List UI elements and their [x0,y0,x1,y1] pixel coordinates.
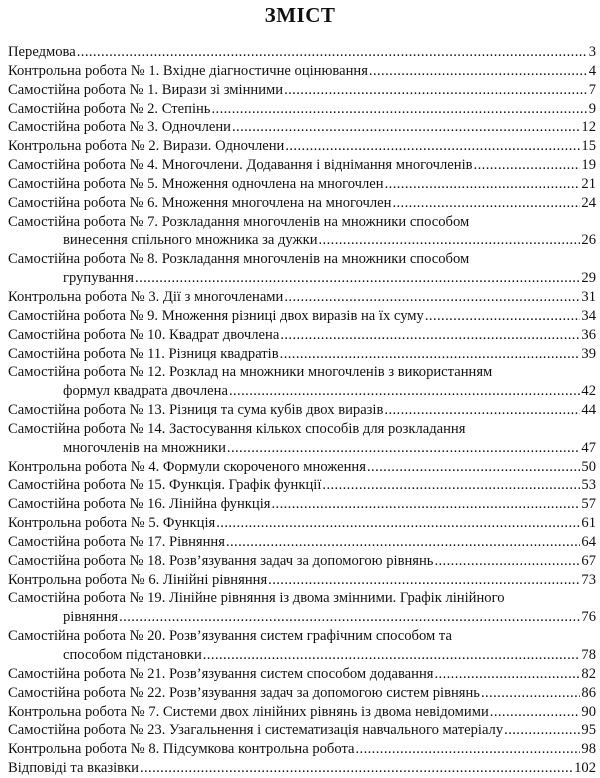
toc-entry [8,81,596,100]
toc-entry-line [8,43,596,62]
toc-entry-continuation [8,646,596,665]
toc-dot-leader [322,476,580,495]
toc-page-number: 50 [581,458,596,475]
toc-entry-title: Самостійна робота № 12. Розклад на множники многочленів з використанням [8,364,493,381]
toc-entry [8,458,596,477]
toc-entry-title: Контрольна робота № 6. Лінійні рівняння [8,571,268,588]
toc-entry [8,118,596,137]
toc-page-number: 3 [588,44,596,60]
toc-page-number: 78 [581,647,596,663]
toc-entry-title: Самостійна робота № 2. Степінь [8,100,211,117]
toc-page-number: 15 [581,138,596,155]
toc-entry [8,401,596,420]
toc-entry-title: Самостійна робота № 18. Розв’язування задач за допомогою рівнянь [8,552,434,569]
toc-page-number: 9 [588,100,596,117]
toc-entry-line [8,156,596,175]
toc-dot-leader [227,439,581,458]
toc-entry-line [8,213,596,232]
toc-dot-leader [77,43,588,62]
toc-dot-leader [226,533,580,552]
toc-dot-leader [280,326,580,345]
toc-entry-line [8,62,596,81]
toc-entry-continuation [8,269,596,288]
toc-page-number: 64 [581,533,596,550]
toc-page-number: 76 [581,609,596,626]
toc-entry-line [8,533,596,552]
toc-entry-title: Самостійна робота № 13. Різниця та сума кубів двох виразів [8,402,384,419]
toc-entry-title: Самостійна робота № 16. Лінійна функція [8,496,271,513]
toc-entry-line [8,250,596,269]
toc-entry [8,514,596,533]
toc-dot-leader [284,288,580,307]
toc-entry-line [8,345,596,364]
toc-entry-line [8,363,596,382]
toc-entry-line [8,401,596,420]
toc-entry-title: Самостійна робота № 22. Розв’язування задач за допомогою систем рівнянь [8,684,480,701]
toc-entry-title: Контрольна робота № 8. Підсумкова контрольна робота [8,741,355,758]
toc-page-number: 12 [581,119,596,136]
toc-entry-title: Самостійна робота № 9. Множення різниці двох виразів на їх суму [8,307,424,324]
toc-page-number: 102 [574,760,596,777]
toc-entry-title: Контрольна робота № 5. Функція [8,515,216,532]
toc-dot-leader [135,269,580,288]
toc-page-number: 34 [581,307,596,324]
toc-page-number: 26 [581,232,596,249]
toc-entry [8,721,596,740]
toc-entry [8,213,596,251]
toc-dot-leader [211,100,587,119]
toc-page-number: 95 [581,722,596,739]
toc-entry [8,420,596,458]
toc-entry-title: Самостійна робота № 7. Розкладання многочленів на множники способом [8,213,470,230]
toc-entry [8,62,596,81]
toc-entry-line [8,100,596,119]
toc-page-number: 47 [581,439,596,456]
toc-entry-title: Контрольна робота № 4. Формули скороченого множення [8,458,366,475]
toc-entry [8,476,596,495]
toc-entry [8,100,596,119]
toc-entry-title: многочленів на множники [63,439,226,456]
toc-page-number: 29 [581,270,596,287]
toc-entry-line [8,476,596,495]
toc-entry-line [8,740,596,759]
table-of-contents [8,43,596,778]
page-title: ЗМІСТ [264,3,336,27]
toc-entry-line [8,589,596,608]
toc-entry-line [8,665,596,684]
toc-page-number: 90 [581,703,596,720]
toc-dot-leader [271,495,580,514]
toc-entry [8,345,596,364]
toc-dot-leader [474,156,581,175]
toc-entry-line [8,627,596,646]
toc-entry-line [8,307,596,326]
toc-dot-leader [392,194,580,213]
toc-page-number: 73 [581,571,596,588]
toc-entry [8,703,596,722]
toc-dot-leader [434,552,580,571]
toc-entry [8,759,596,778]
toc-entry-title: Самостійна робота № 5. Множення одночлена на многочлен [8,175,384,192]
toc-page-number: 82 [581,665,596,682]
toc-entry-title: формул квадрата двочлена [63,383,228,400]
toc-dot-leader [119,608,580,627]
toc-entry-title: Контрольна робота № 1. Вхідне діагностичне оцінювання [8,62,368,79]
toc-entry [8,326,596,345]
toc-entry [8,495,596,514]
toc-entry [8,194,596,213]
toc-page-number: 39 [581,345,596,362]
toc-entry [8,740,596,759]
toc-page-number: 53 [581,477,596,494]
toc-entry-line [8,495,596,514]
toc-entry-line [8,684,596,703]
toc-entry-title: Самостійна робота № 15. Функція. Графік функції [8,477,322,494]
toc-page-number: 67 [581,552,596,569]
toc-page-number: 36 [581,326,596,343]
toc-dot-leader [369,62,588,81]
toc-entry-continuation [8,231,596,250]
toc-dot-leader [268,571,580,590]
toc-entry-line [8,118,596,137]
toc-entry-title: Самостійна робота № 23. Узагальнення і систематизація навчального матеріалу [8,722,504,739]
toc-page-number: 7 [588,81,596,98]
toc-entry [8,665,596,684]
toc-entry-line [8,326,596,345]
toc-dot-leader [355,740,580,759]
toc-dot-leader [384,401,580,420]
toc-dot-leader [203,646,581,665]
toc-entry-title: винесення спільного множника за дужки [63,232,318,249]
toc-entry [8,627,596,665]
toc-entry [8,589,596,627]
toc-entry-line [8,571,596,590]
toc-entry-title: групування [63,270,135,287]
toc-entry-title: Самостійна робота № 11. Різниця квадратів [8,345,279,362]
toc-entry-line [8,288,596,307]
toc-page-number: 44 [581,402,596,419]
toc-entry-line [8,721,596,740]
toc-dot-leader [232,118,580,137]
toc-entry-title: способом підстановки [63,647,202,663]
toc-dot-leader [284,81,588,100]
toc-page-number: 61 [581,515,596,532]
toc-entry [8,571,596,590]
toc-entry-line [8,194,596,213]
toc-entry [8,533,596,552]
toc-entry-title: Самостійна робота № 21. Розв’язування систем способом додавання [8,665,434,682]
toc-entry-title: Самостійна робота № 3. Одночлени [8,119,231,136]
toc-entry-continuation [8,382,596,401]
toc-page-number: 19 [581,157,596,174]
toc-dot-leader [385,175,581,194]
toc-entry-line [8,703,596,722]
toc-entry-title: Самостійна робота № 20. Розв’язування систем графічним способом та [8,628,452,645]
toc-entry-continuation [8,439,596,458]
toc-entry [8,250,596,288]
toc-entry-title: Контрольна робота № 7. Системи двох лінійних рівнянь із двома невідомими [8,703,489,720]
toc-entry-title: Самостійна робота № 14. Застосування кількох способів для розкладання [8,420,466,437]
toc-entry [8,156,596,175]
toc-page-number: 21 [581,175,596,192]
toc-entry-title: Передмова [8,44,76,60]
toc-page-number: 57 [581,496,596,513]
toc-entry [8,684,596,703]
toc-entry [8,363,596,401]
toc-entry-title: Самостійна робота № 10. Квадрат двочлена [8,326,280,343]
toc-entry-line [8,175,596,194]
toc-entry-title: Самостійна робота № 8. Розкладання многочленів на множники способом [8,251,470,268]
toc-dot-leader [504,721,580,740]
toc-entry [8,43,596,62]
toc-entry-title: Самостійна робота № 4. Многочлени. Додавання і віднімання многочленів [8,157,473,174]
toc-dot-leader [229,382,580,401]
toc-entry [8,288,596,307]
toc-entry-line [8,420,596,439]
toc-entry-line [8,759,596,778]
toc-page-number: 31 [581,288,596,305]
toc-dot-leader [285,137,580,156]
toc-entry [8,307,596,326]
toc-entry [8,137,596,156]
toc-entry-line [8,514,596,533]
toc-entry-title: Самостійна робота № 17. Рівняння [8,533,225,550]
toc-dot-leader [319,231,581,250]
toc-entry-line [8,137,596,156]
toc-page-number: 4 [588,62,596,79]
toc-dot-leader [367,458,580,477]
toc-entry-title: Самостійна робота № 6. Множення многочлена на многочлен [8,194,392,211]
toc-dot-leader [216,514,580,533]
toc-page-number: 86 [581,684,596,701]
toc-entry-title: рівняння [63,609,119,626]
toc-page-number: 42 [581,383,596,400]
toc-dot-leader [280,345,581,364]
toc-page-number: 98 [581,741,596,758]
toc-dot-leader [490,703,581,722]
toc-entry-title: Контрольна робота № 3. Дії з многочленами [8,288,284,305]
toc-page-number: 24 [581,194,596,211]
toc-dot-leader [481,684,580,703]
toc-entry-title: Самостійна робота № 1. Вирази зі змінними [8,81,284,98]
toc-entry [8,552,596,571]
toc-entry [8,175,596,194]
toc-entry-line [8,552,596,571]
toc-dot-leader [140,759,573,778]
toc-dot-leader [434,665,580,684]
toc-entry-continuation [8,608,596,627]
toc-dot-leader [425,307,581,326]
toc-entry-line [8,458,596,477]
toc-entry-title: Контрольна робота № 2. Вирази. Одночлени [8,138,285,155]
toc-entry-title: Самостійна робота № 19. Лінійне рівняння із двома змінними. Графік лінійного [8,590,505,607]
toc-entry-title: Відповіді та вказівки [8,760,139,777]
toc-entry-line [8,81,596,100]
